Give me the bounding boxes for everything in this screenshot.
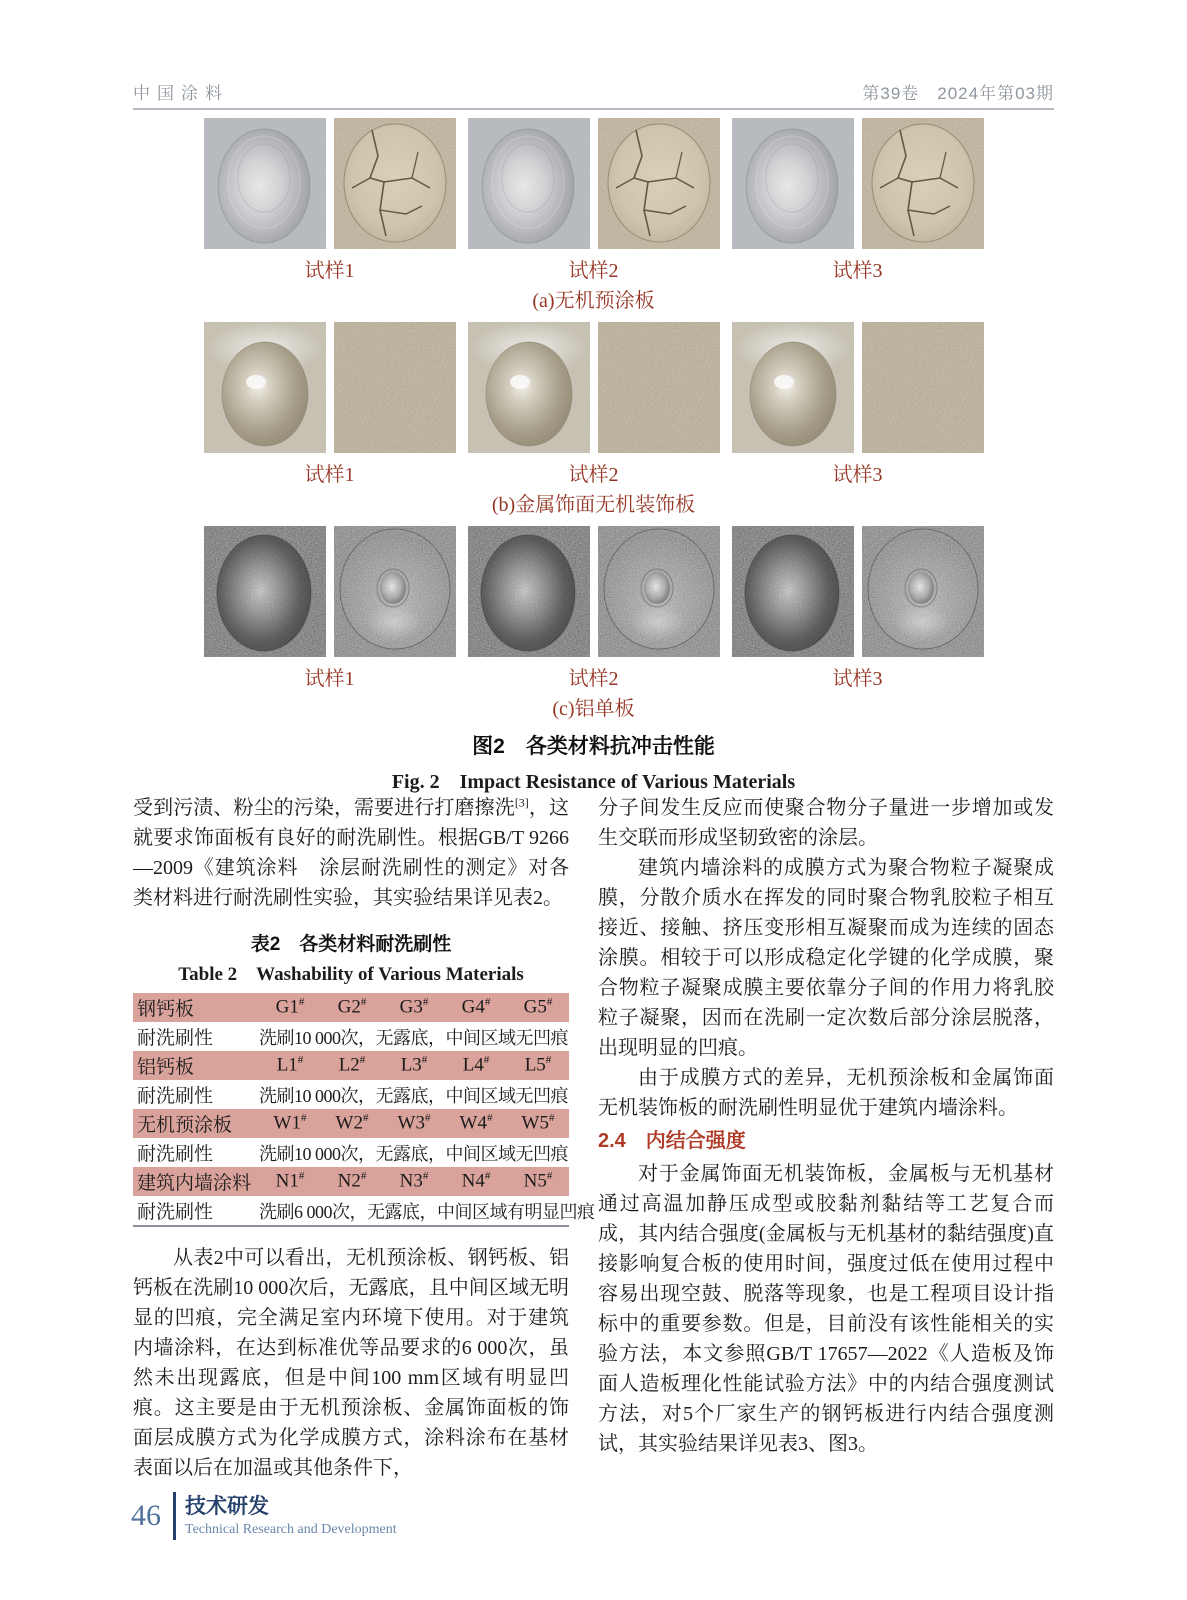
footer-section-cn: 技术研发: [185, 1494, 269, 1518]
table2-sample-code: N4#: [461, 1170, 491, 1192]
table2-row-label: 耐洗刷性: [137, 1202, 214, 1223]
sample-photo-dome-tan: [468, 322, 590, 453]
table2-sample-code: W2#: [335, 1112, 369, 1134]
sample-photo-dent-metal: [862, 526, 984, 657]
sample-labels: [133, 254, 1054, 283]
footer-section: [185, 1495, 397, 1538]
table2-result-value: 洗刷10 000次，无露底，中间区域无凹痕: [259, 1143, 568, 1164]
table2-sample-code: G5#: [523, 996, 553, 1018]
paragraph: 建筑内墙涂料的成膜方式为聚合物粒子凝聚成膜，分散介质水在挥发的同时聚合物乳胶粒子相互接近、接触、挤压变形相互凝聚而成为连续的固态涂膜。相较于可以形成稳定化学键的化学成膜，聚合物粒子凝聚成膜主要依靠分子间的作用力将乳胶粒子凝聚，因而在洗刷一定次数后部分涂层脱落，出现明显的凹痕。: [598, 857, 1054, 1059]
table2-sample-code: L5#: [524, 1054, 552, 1076]
figure-row-caption: (c)铝单板: [552, 698, 635, 720]
figure-row-caption: (a)无机预涂板: [532, 290, 655, 312]
table2-row: [133, 1080, 569, 1109]
sample-label: 试样3: [832, 668, 883, 690]
paragraph-text: 受到污渍、粉尘的污染，需要进行打磨擦洗: [133, 797, 515, 819]
photo-pair: [468, 322, 720, 453]
figure-row: [133, 526, 1054, 721]
table2-sample-code: L3#: [400, 1054, 428, 1076]
table2-result-value: 洗刷10 000次，无露底，中间区域无凹痕: [259, 1027, 568, 1048]
sample-label: 试样3: [832, 260, 883, 282]
table2-sample-code: N3#: [399, 1170, 429, 1192]
figure2-title-cn: 图2 各类材料抗冲击性能: [472, 735, 715, 758]
photo-pair: [468, 118, 720, 249]
table2-row: [133, 1022, 569, 1051]
sample-photo-dome-tan: [204, 322, 326, 453]
photo-pair: [204, 526, 456, 657]
left-column: [133, 793, 595, 1483]
sample-photo-dome-metal: [468, 526, 590, 657]
table2-sample-code: G3#: [399, 996, 429, 1018]
journal-title: 中国涂料: [133, 84, 229, 103]
sample-photo-dent-metal: [598, 526, 720, 657]
photo-pair: [204, 118, 456, 249]
page-footer: [131, 1492, 397, 1540]
table2-row: [133, 993, 569, 1022]
sample-label: 试样1: [304, 260, 355, 282]
issue-info: 第39卷 2024年第03期: [862, 84, 1054, 103]
figure2-title-en: Fig. 2 Impact Resistance of Various Materials: [391, 771, 796, 793]
photo-strip: [133, 118, 1054, 249]
figure-row: [133, 118, 1054, 313]
sample-photo-texture-tan: [598, 322, 720, 453]
footer-divider: [173, 1492, 176, 1540]
table2-row-label: 耐洗刷性: [137, 1028, 214, 1049]
sample-photo-dome-tan: [732, 322, 854, 453]
sample-label: 试样3: [832, 464, 883, 486]
paragraph: 由于成膜方式的差异，无机预涂板和金属饰面无机装饰板的耐洗刷性明显优于建筑内墙涂料。: [598, 1067, 1054, 1119]
table2-row-label: 钢钙板: [137, 999, 195, 1020]
table2-sample-code: W1#: [273, 1112, 307, 1134]
paragraph: 从表2中可以看出，无机预涂板、钢钙板、铝钙板在洗刷10 000次后，无露底，且中间区域无明显的凹痕，完全满足室内环境下使用。对于建筑内墙涂料，在达到标准优等品要求的6 000次，虽然未出现露底，但是中间100 mm区域有明显凹痕。这主要是由于无机预涂板、金属饰面板的饰面层成膜方式为化学成膜方式，涂料涂布在基材表面以后在加温或其他条件下，: [133, 1247, 569, 1479]
sample-photo-dome-metal: [732, 526, 854, 657]
photo-pair: [204, 322, 456, 453]
photo-strip: [133, 526, 1054, 657]
table2-result-value: 洗刷10 000次，无露底，中间区域无凹痕: [259, 1085, 568, 1106]
table2-sample-code: N2#: [337, 1170, 367, 1192]
paragraph-text: ，这就要求饰面板有良好的耐洗刷性。根据GB/T 9266—2009《建筑涂料 涂层耐洗刷性的测定》对各类材料进行耐洗刷性实验，其实验结果详见表2。: [133, 797, 570, 909]
table2-row: [133, 1109, 569, 1138]
table2-sample-code: L4#: [462, 1054, 490, 1076]
paragraph: [133, 793, 569, 913]
figure-row: [133, 322, 1054, 517]
sample-photo-texture-tan: [862, 322, 984, 453]
sample-photo-dome-metal: [204, 526, 326, 657]
sample-photo-texture-tan: [334, 322, 456, 453]
photo-pair: [732, 118, 984, 249]
sample-photo-dome-gray: [468, 118, 590, 249]
sample-labels: [133, 458, 1054, 487]
table2-row: [133, 1196, 595, 1225]
table2-row-label: 耐洗刷性: [137, 1086, 214, 1107]
table2-sample-code: G2#: [337, 996, 367, 1018]
figure2-rows: [133, 118, 1054, 721]
table2-sample-code: G4#: [461, 996, 491, 1018]
table2-row-label: 无机预涂板: [137, 1115, 233, 1136]
table2-sample-code: W3#: [397, 1112, 431, 1134]
sample-label: 试样2: [568, 464, 619, 486]
table2-sample-code: N5#: [523, 1170, 553, 1192]
citation-ref: [3]: [514, 795, 529, 810]
table2-sample-code: L2#: [338, 1054, 366, 1076]
photo-pair: [732, 526, 984, 657]
sample-label: 试样2: [568, 668, 619, 690]
table2-row: [133, 1051, 569, 1080]
table2-sample-code: G1#: [275, 996, 305, 1018]
sample-label: 试样2: [568, 260, 619, 282]
section-heading-2-4: 2.4 内结合强度: [598, 1130, 746, 1152]
sample-photo-crack-tan: [598, 118, 720, 249]
sample-label: 试样1: [304, 464, 355, 486]
table2: [133, 993, 595, 1227]
sample-photo-dent-metal: [334, 526, 456, 657]
table2-row: [133, 1138, 569, 1167]
sample-photo-dome-gray: [204, 118, 326, 249]
sample-label: 试样1: [304, 668, 355, 690]
table2-sample-code: N1#: [275, 1170, 305, 1192]
sample-labels: [133, 662, 1054, 691]
table2-titles: [133, 929, 569, 986]
table2-sample-code: L1#: [276, 1054, 304, 1076]
page-number: 46: [131, 1499, 161, 1532]
photo-pair: [468, 526, 720, 657]
table2-sample-code: W4#: [459, 1112, 493, 1134]
figure2: [133, 118, 1054, 794]
table2-row-label: 耐洗刷性: [137, 1144, 214, 1165]
photo-pair: [732, 322, 984, 453]
table2-row: [133, 1167, 569, 1196]
table2-title-cn: 表2 各类材料耐洗刷性: [250, 934, 452, 955]
table2-row-label: 建筑内墙涂料: [137, 1173, 252, 1194]
photo-strip: [133, 322, 1054, 453]
paragraph: 分子间发生反应而使聚合物分子量进一步增加或发生交联而形成坚韧致密的涂层。: [598, 797, 1054, 849]
figure-row-caption: (b)金属饰面无机装饰板: [491, 494, 696, 516]
table2-result-value: 洗刷6 000次，无露底，中间区域有明显凹痕: [259, 1201, 595, 1222]
table2-title-en: Table 2 Washability of Various Materials: [178, 964, 524, 985]
table2-sample-code: W5#: [521, 1112, 555, 1134]
page-header: [133, 74, 1054, 110]
sample-photo-crack-tan: [862, 118, 984, 249]
sample-photo-crack-tan: [334, 118, 456, 249]
footer-section-en: Technical Research and Development: [185, 1521, 397, 1537]
sample-photo-dome-gray: [732, 118, 854, 249]
table2-row-label: 铝钙板: [137, 1057, 195, 1078]
paragraph: 对于金属饰面无机装饰板，金属板与无机基材通过高温加静压成型或胶黏剂黏结等工艺复合而成，其内结合强度(金属板与无机基材的黏结强度)直接影响复合板的使用时间，强度过低在使用过程中容易出现空鼓、脱落等现象，也是工程项目设计指标中的重要参数。但是，目前没有该性能相关的实验方法，本文参照GB/T 17657—2022《人造板及饰面人造板理化性能试验方法》中的内结合强度测试方法，对5个厂家生产的钢钙板进行内结合强度测试，其实验结果详见表3、图3。: [598, 1163, 1054, 1455]
right-column: [598, 793, 1054, 1459]
